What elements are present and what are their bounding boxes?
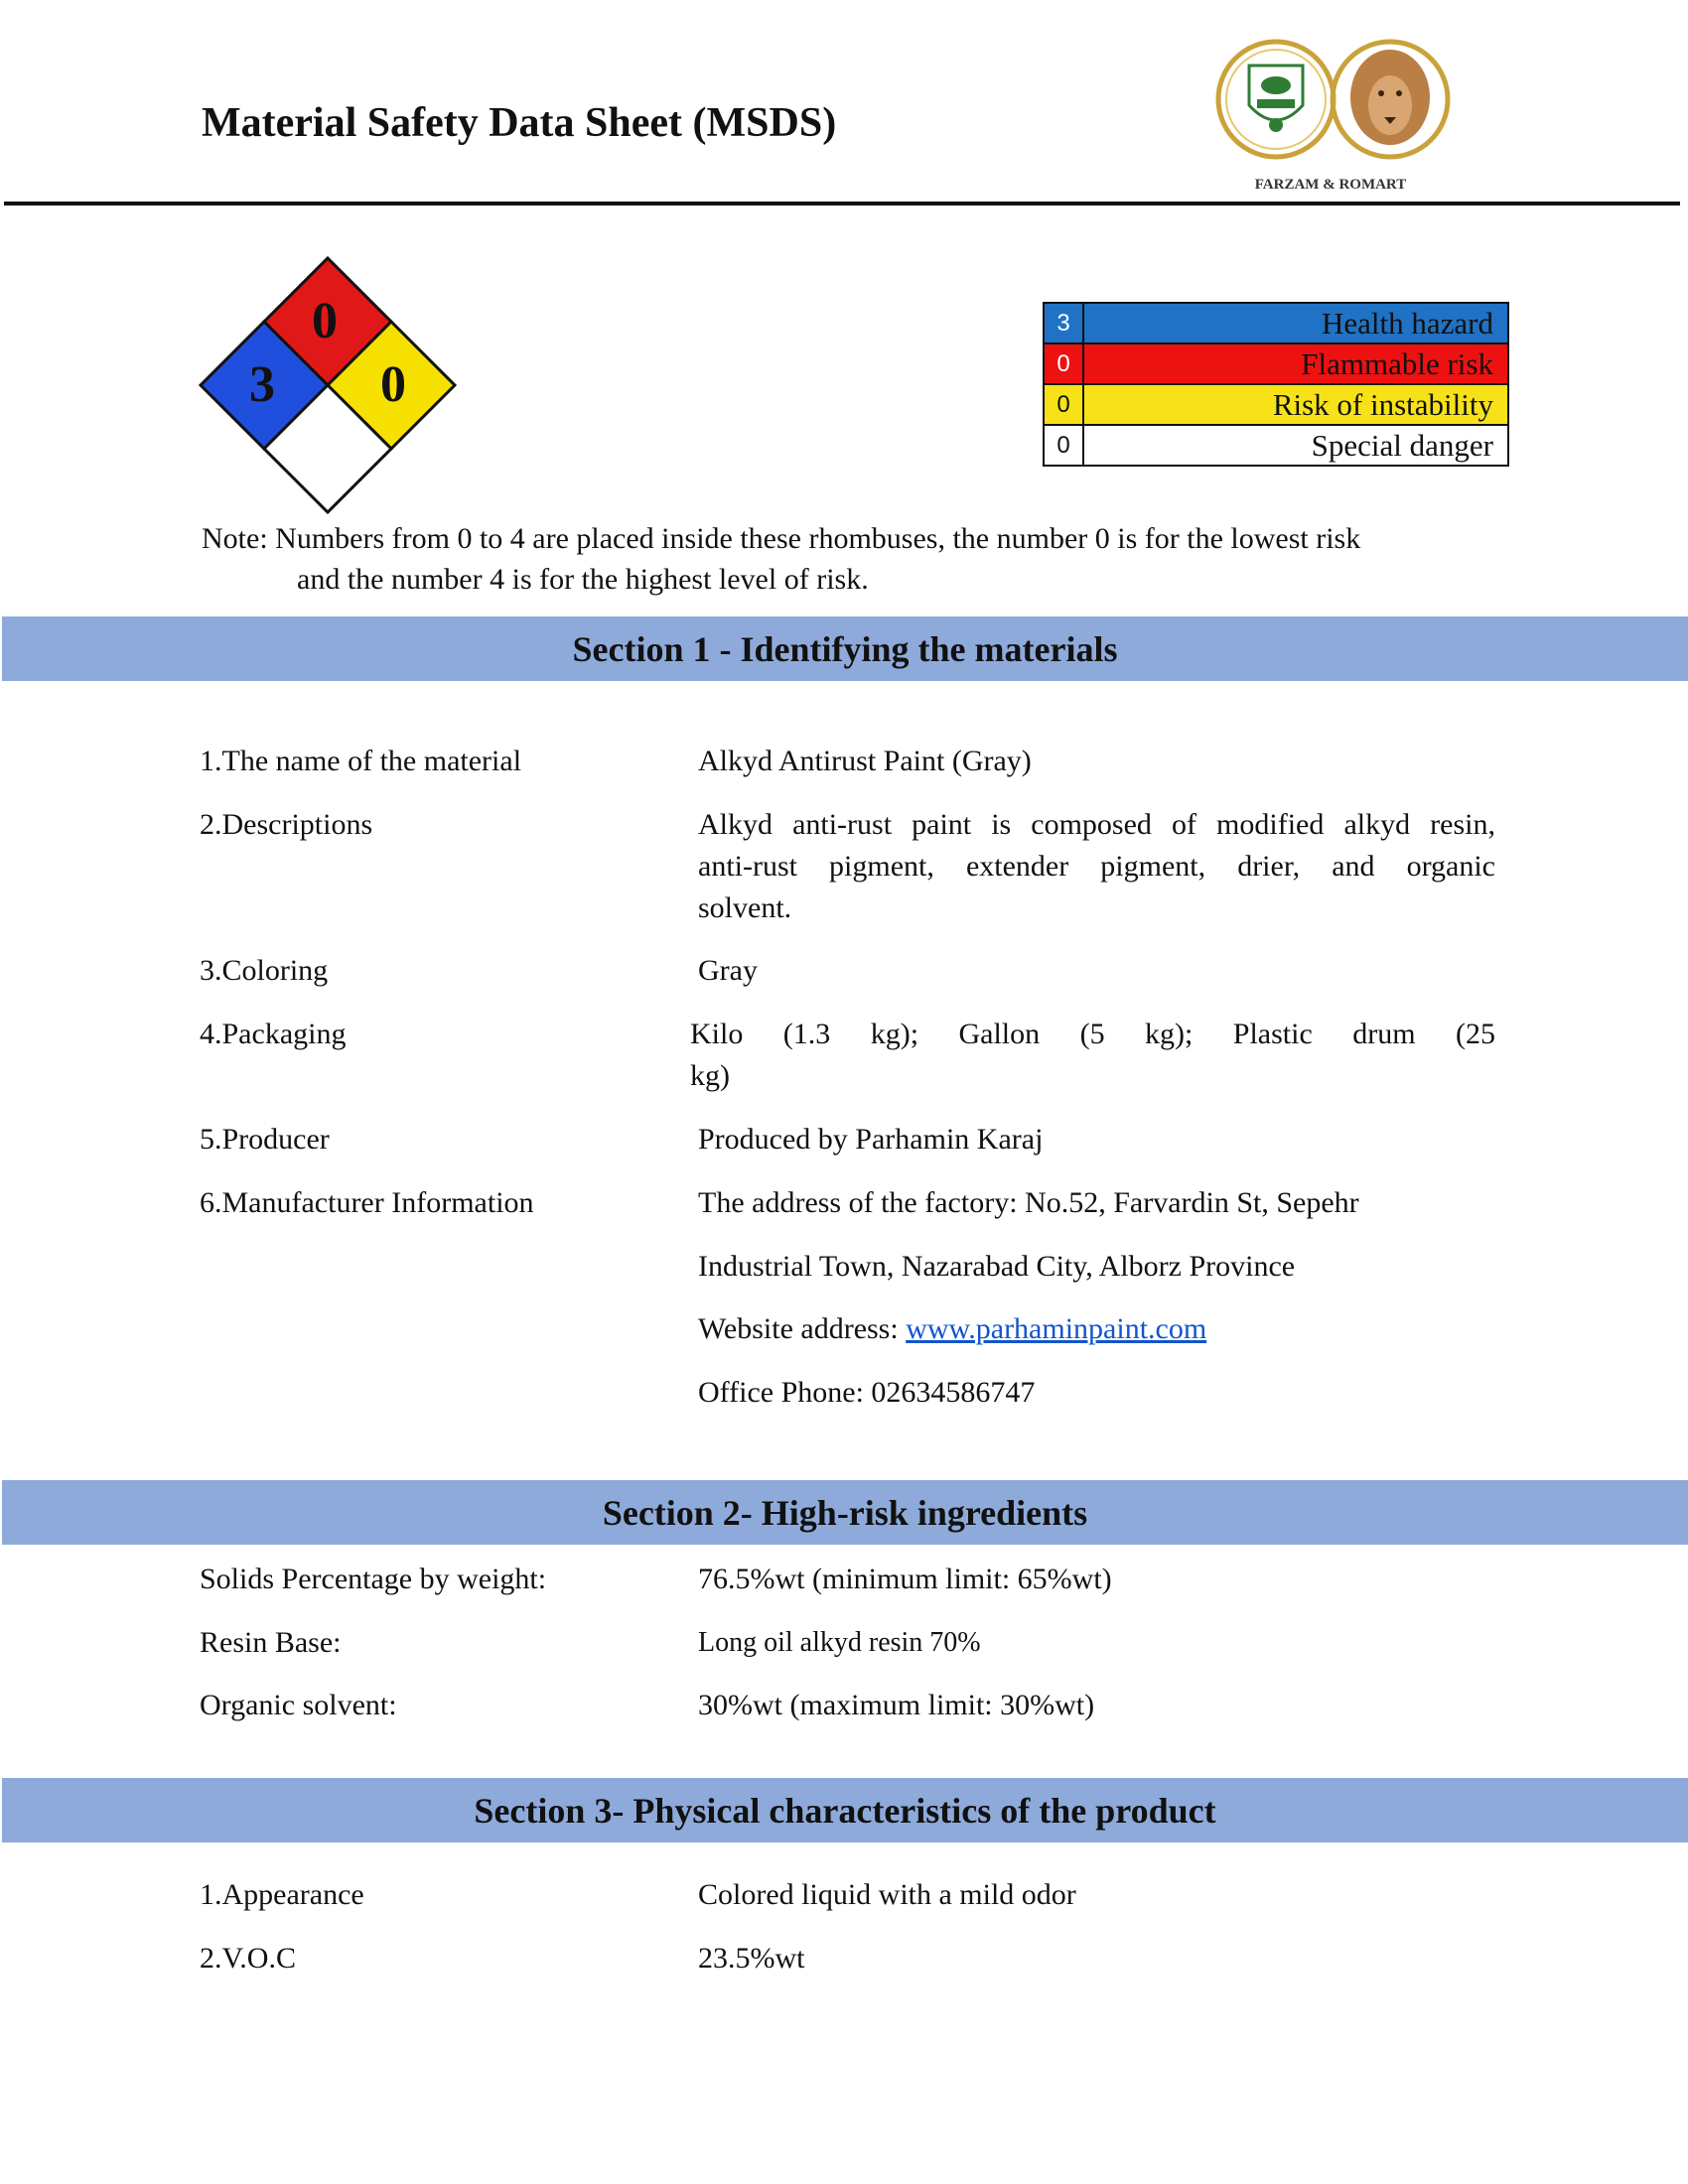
nfpa-health-value: 3	[249, 356, 275, 413]
voc-value: 23.5%wt	[698, 1942, 805, 1975]
field-label: 1.Appearance	[200, 1878, 364, 1911]
packaging-line: kg)	[690, 1059, 730, 1092]
field-label: 6.Manufacturer Information	[200, 1186, 534, 1219]
field-label: 4.Packaging	[200, 1018, 347, 1050]
nfpa-flammability-value: 0	[312, 293, 338, 349]
resin-base-value: Long oil alkyd resin 70%	[698, 1627, 981, 1658]
hazard-row-health	[1044, 303, 1508, 343]
packaging-line: Kilo (1.3 kg); Gallon (5 kg); Plastic drum (25	[690, 1018, 1495, 1050]
office-phone: Office Phone: 02634586747	[698, 1376, 1036, 1409]
hazard-label: Health hazard	[1083, 303, 1508, 343]
description-line: solvent.	[698, 891, 792, 924]
producer-value: Produced by Parhamin Karaj	[698, 1123, 1044, 1156]
website-link[interactable]: www.parhaminpaint.com	[906, 1312, 1207, 1345]
nfpa-instability-value: 0	[380, 356, 406, 413]
section-1-header: Section 1 - Identifying the materials	[2, 616, 1688, 681]
header-divider	[4, 202, 1680, 205]
organic-solvent-value: 30%wt (maximum limit: 30%wt)	[698, 1689, 1095, 1721]
hazard-legend-table	[1043, 302, 1509, 467]
logo-caption: FARZAM & ROMART	[1254, 177, 1407, 193]
website-row	[698, 1308, 1206, 1350]
factory-address-line: Industrial Town, Nazarabad City, Alborz Province	[698, 1250, 1296, 1283]
hazard-label: Risk of instability	[1083, 384, 1508, 425]
hazard-label: Flammable risk	[1083, 343, 1508, 384]
section-3-header: Section 3- Physical characteristics of the product	[2, 1778, 1688, 1843]
appearance-value: Colored liquid with a mild odor	[698, 1878, 1076, 1911]
risk-scale-note	[202, 518, 1492, 600]
company-logo	[1201, 28, 1460, 197]
field-label: 1.The name of the material	[200, 745, 522, 777]
hazard-value: 0	[1044, 343, 1083, 384]
field-label: Resin Base:	[200, 1626, 342, 1659]
description-value	[698, 804, 1495, 929]
note-line: Note: Numbers from 0 to 4 are placed inside these rhombuses, the number 0 is for the lowest risk	[202, 522, 1361, 555]
hazard-value: 0	[1044, 384, 1083, 425]
material-name-value: Alkyd Antirust Paint (Gray)	[698, 745, 1032, 777]
factory-address-line: The address of the factory: No.52, Farvardin St, Sepehr	[698, 1186, 1359, 1219]
coloring-value: Gray	[698, 954, 758, 987]
description-line: anti-rust pigment, extender pigment, drier, and organic	[698, 850, 1495, 883]
field-label: Solids Percentage by weight:	[200, 1563, 547, 1595]
nfpa-diamond	[197, 256, 459, 518]
hazard-value: 0	[1044, 425, 1083, 466]
field-label: 2.Descriptions	[200, 808, 373, 841]
packaging-value	[690, 1014, 1495, 1097]
document-title: Material Safety Data Sheet (MSDS)	[202, 100, 837, 146]
note-line: and the number 4 is for the highest level of risk.	[297, 563, 869, 596]
hazard-row-flammable	[1044, 343, 1508, 384]
field-label: 3.Coloring	[200, 954, 329, 987]
description-line: Alkyd anti-rust paint is composed of modified alkyd resin,	[698, 808, 1495, 841]
website-label: Website address:	[698, 1312, 907, 1345]
section-2-header: Section 2- High-risk ingredients	[2, 1480, 1688, 1545]
field-label: 5.Producer	[200, 1123, 330, 1156]
field-label: Organic solvent:	[200, 1689, 397, 1721]
hazard-row-special	[1044, 425, 1508, 466]
solids-value: 76.5%wt (minimum limit: 65%wt)	[698, 1563, 1112, 1595]
hazard-label: Special danger	[1083, 425, 1508, 466]
field-label: 2.V.O.C	[200, 1942, 296, 1975]
hazard-value: 3	[1044, 303, 1083, 343]
hazard-row-instability	[1044, 384, 1508, 425]
